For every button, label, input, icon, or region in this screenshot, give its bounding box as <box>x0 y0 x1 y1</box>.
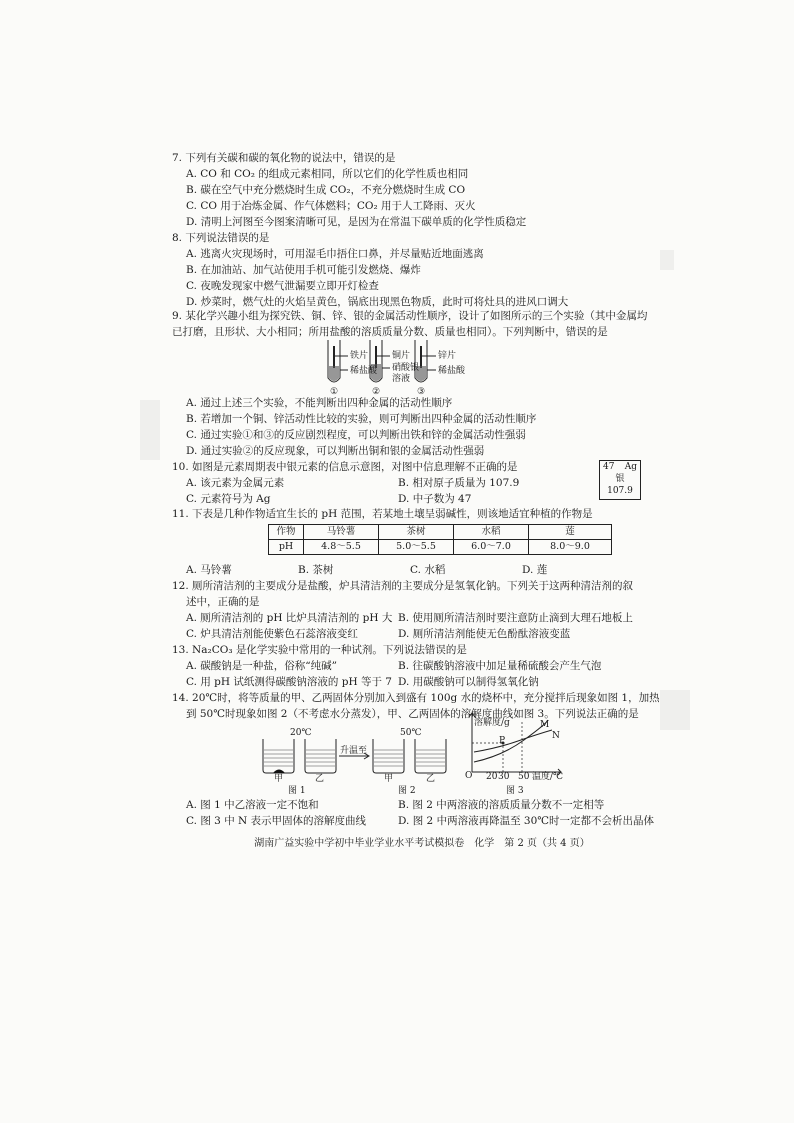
beaker-jia-2 <box>373 739 404 773</box>
question-stem: 7. 下列有关碳和碳的氧化物的说法中，错误的是 <box>172 152 396 164</box>
option-c: C. CO 用于冶炼金属、作气体燃料；CO₂ 用于人工降雨、灭火 <box>186 200 476 213</box>
x-tick-20: 20 <box>486 772 498 782</box>
option-a: A. 该元素为金属元素 <box>186 477 285 490</box>
table-cell: 5.0～5.5 <box>379 540 454 555</box>
option-a: A. 逃离火灾现场时，可用湿毛巾捂住口鼻，并尽量贴近地面逃离 <box>186 248 484 261</box>
option-a: A. 碳酸钠是一种盐，俗称“纯碱” <box>186 660 337 673</box>
graph-x-label: 温度/℃ <box>532 772 564 782</box>
table-cell: 马铃薯 <box>304 525 379 540</box>
question-stem-line-2: 述中，正确的是 <box>186 596 260 609</box>
option-b: B. 往碳酸钠溶液中加足量稀硫酸会产生气泡 <box>398 660 602 673</box>
element-name: 银 <box>615 474 625 484</box>
question-10 <box>172 459 642 507</box>
option-b: B. 图 2 中两溶液的溶质质量分数不一定相等 <box>398 799 605 811</box>
option-c: C. 水稻 <box>410 564 446 576</box>
tube-1-number: ① <box>330 387 339 397</box>
table-cell: 莲 <box>529 525 612 540</box>
option-c: C. 图 3 中 N 表示甲固体的溶解度曲线 <box>186 815 367 828</box>
undissolved-solid <box>273 770 285 774</box>
figure-3-caption: 图 3 <box>506 786 524 796</box>
question-7 <box>172 150 642 230</box>
tube-1-solution-label: 稀盐酸 <box>350 366 378 376</box>
option-a: A. 厕所清洁剂的 pH 比炉具清洁剂的 pH 大 <box>186 612 393 625</box>
figure-2-caption: 图 2 <box>398 786 416 796</box>
options-row-1 <box>172 797 642 813</box>
atomic-number: 47 <box>603 462 615 472</box>
tube-3-solution-label: 稀盐酸 <box>438 366 466 376</box>
graph-y-label: 溶解度/g <box>474 718 510 728</box>
table-header-row <box>269 525 612 540</box>
table-row <box>269 540 612 555</box>
question-12 <box>172 578 642 642</box>
option-c: C. 炉具清洁剂能使紫色石蕊溶液变红 <box>186 628 358 641</box>
question-stem-line-2: 已打磨，且形状、大小相同；所用盐酸的溶质质量分数、质量也相同）。下列判断中，错误的是 <box>172 326 608 339</box>
tube-2-number: ② <box>372 387 381 397</box>
tube-3-number: ③ <box>417 387 426 397</box>
option-c: C. 用 pH 试纸测得碳酸钠溶液的 pH 等于 7 <box>186 676 392 689</box>
question-stem-line-1: 14. 20℃时，将等质量的甲、乙两固体分别加入到盛有 100g 水的烧杯中，充分搅拌后现象如图 1，加热 <box>172 692 660 704</box>
option-b: B. 若增加一个铜、锌活动性比较的实验，则可判断出四种金属的活动性顺序 <box>186 413 537 426</box>
question-stem: 11. 下表是几种作物适宜生长的 pH 范围，若某地土壤呈弱碱性，则该地适宜种植的作物是 <box>172 508 593 520</box>
option-a: A. 图 1 中乙溶液一定不饱和 <box>186 799 319 811</box>
question-stem-line-2: 到 50℃时现象如图 2（不考虑水分蒸发），甲、乙两固体的溶解度曲线如图 3。下列说法正确的是 <box>186 708 639 721</box>
temp-label-50: 50℃ <box>400 728 422 738</box>
question-stem-line-1: 12. 厕所清洁剂的主要成分是盐酸，炉具清洁剂的主要成分是氢氧化钠。下列关于这两种清洁剂的叙 <box>172 580 634 592</box>
beaker-label-jia: 甲 <box>274 774 284 784</box>
question-11 <box>172 506 642 522</box>
question-13 <box>172 642 642 690</box>
beaker-yi-2 <box>415 739 446 773</box>
options-row-1 <box>172 610 642 626</box>
tube-2-metal-label: 铜片 <box>392 351 411 361</box>
question-14-options <box>172 797 655 829</box>
options-row-2 <box>172 626 642 642</box>
option-b: B. 茶树 <box>298 564 334 576</box>
option-c: C. 通过实验①和③的反应剧烈程度，可以判断出铁和锌的金属活动性强弱 <box>186 429 526 442</box>
options-row-1 <box>172 475 642 491</box>
question-9 <box>172 308 648 340</box>
temp-label-20: 20℃ <box>290 728 312 738</box>
options-row-2 <box>172 674 642 690</box>
graph-origin: O <box>465 771 473 781</box>
option-a: A. 马铃薯 <box>186 564 232 576</box>
option-d: D. 炒菜时，燃气灶的火焰呈黄色，锅底出现黑色物质，此时可将灶具的进风口调大 <box>186 296 569 309</box>
curve-n-label: N <box>552 731 560 741</box>
option-d: D. 通过实验②的反应现象，可以判断出铜和银的金属活动性强弱 <box>186 445 485 458</box>
beaker-label-yi: 乙 <box>426 774 436 784</box>
beaker-jia-1 <box>263 739 294 773</box>
option-a: A. 通过上述三个实验，不能判断出四种金属的活动性顺序 <box>186 397 453 409</box>
question-stem: 13. Na₂CO₃ 是化学实验中常用的一种试剂。下列说法错误的是 <box>172 644 467 656</box>
option-d: D. 厕所清洁剂能使无色酚酞溶液变蓝 <box>398 628 571 641</box>
tube-2-solution-label-2: 溶液 <box>392 374 411 384</box>
tube-1-metal-label: 铁片 <box>350 351 369 361</box>
atomic-mass: 107.9 <box>607 486 633 496</box>
question-stem-line-1: 9. 某化学兴趣小组为探究铁、铜、锌、银的金属活动性顺序，设计了如图所示的三个实验（其中金属均 <box>172 310 648 322</box>
option-b: B. 在加油站、加气站使用手机可能引发燃烧、爆炸 <box>186 264 421 277</box>
figure-1-caption: 图 1 <box>288 786 306 796</box>
options-row-2 <box>172 813 655 829</box>
table-cell: 水稻 <box>454 525 529 540</box>
curve-n <box>474 730 552 752</box>
tube-2-solution-label: 硝酸银 <box>392 363 420 373</box>
table-cell: 作物 <box>269 525 304 540</box>
element-symbol: Ag <box>624 462 637 472</box>
options-row-2 <box>172 491 642 507</box>
table-cell: 8.0～9.0 <box>529 540 612 555</box>
table-cell: 6.0～7.0 <box>454 540 529 555</box>
heat-arrow-label: 升温至 <box>340 746 368 756</box>
table-cell: 茶树 <box>379 525 454 540</box>
table-cell: pH <box>269 540 304 555</box>
question-14 <box>172 690 660 722</box>
option-c: C. 元素符号为 Ag <box>186 493 271 506</box>
point-p-label: P <box>499 736 506 746</box>
option-d: D. 莲 <box>522 564 548 576</box>
option-b: B. 碳在空气中充分燃烧时生成 CO₂，不充分燃烧时生成 CO <box>186 184 466 197</box>
option-d: D. 用碳酸钠可以制得氢氧化钠 <box>398 676 539 689</box>
question-8 <box>172 230 642 310</box>
beaker-yi-1 <box>305 739 336 773</box>
tube-3-metal-label: 锌片 <box>438 351 457 361</box>
option-d: D. 图 2 中两溶液再降温至 30℃时一定都不会析出晶体 <box>398 815 655 828</box>
beakers-figure <box>255 736 455 776</box>
page-footer: 湖南广益实验中学初中毕业学业水平考试模拟卷 化学 第 2 页（共 4 页） <box>254 838 590 849</box>
question-stem: 10. 如图是元素周期表中银元素的信息示意图，对图中信息理解不正确的是 <box>172 461 518 473</box>
option-b: B. 相对原子质量为 107.9 <box>398 477 520 490</box>
option-d: D. 清明上河图至今图案清晰可见，是因为在常温下碳单质的化学性质稳定 <box>186 216 527 229</box>
beaker-label-yi: 乙 <box>315 774 325 784</box>
option-d: D. 中子数为 47 <box>398 493 472 506</box>
x-tick-30: 30 <box>498 772 510 782</box>
option-a: A. CO 和 CO₂ 的组成元素相同，所以它们的化学性质也相同 <box>186 168 469 181</box>
curve-m-label: M <box>540 720 550 730</box>
ph-range-table <box>268 524 612 555</box>
options-row <box>172 562 642 578</box>
question-11-options <box>172 562 642 578</box>
question-9-options <box>172 395 642 459</box>
options-row-1 <box>172 658 642 674</box>
element-info-box <box>599 460 641 500</box>
x-tick-50: 50 <box>518 772 530 782</box>
beaker-label-jia: 甲 <box>384 774 394 784</box>
table-cell: 4.8～5.5 <box>304 540 379 555</box>
option-b: B. 使用厕所清洁剂时要注意防止滴到大理石地板上 <box>398 612 633 625</box>
question-stem: 8. 下列说法错误的是 <box>172 232 270 244</box>
option-c: C. 夜晚发现家中燃气泄漏要立即开灯检查 <box>186 280 379 293</box>
